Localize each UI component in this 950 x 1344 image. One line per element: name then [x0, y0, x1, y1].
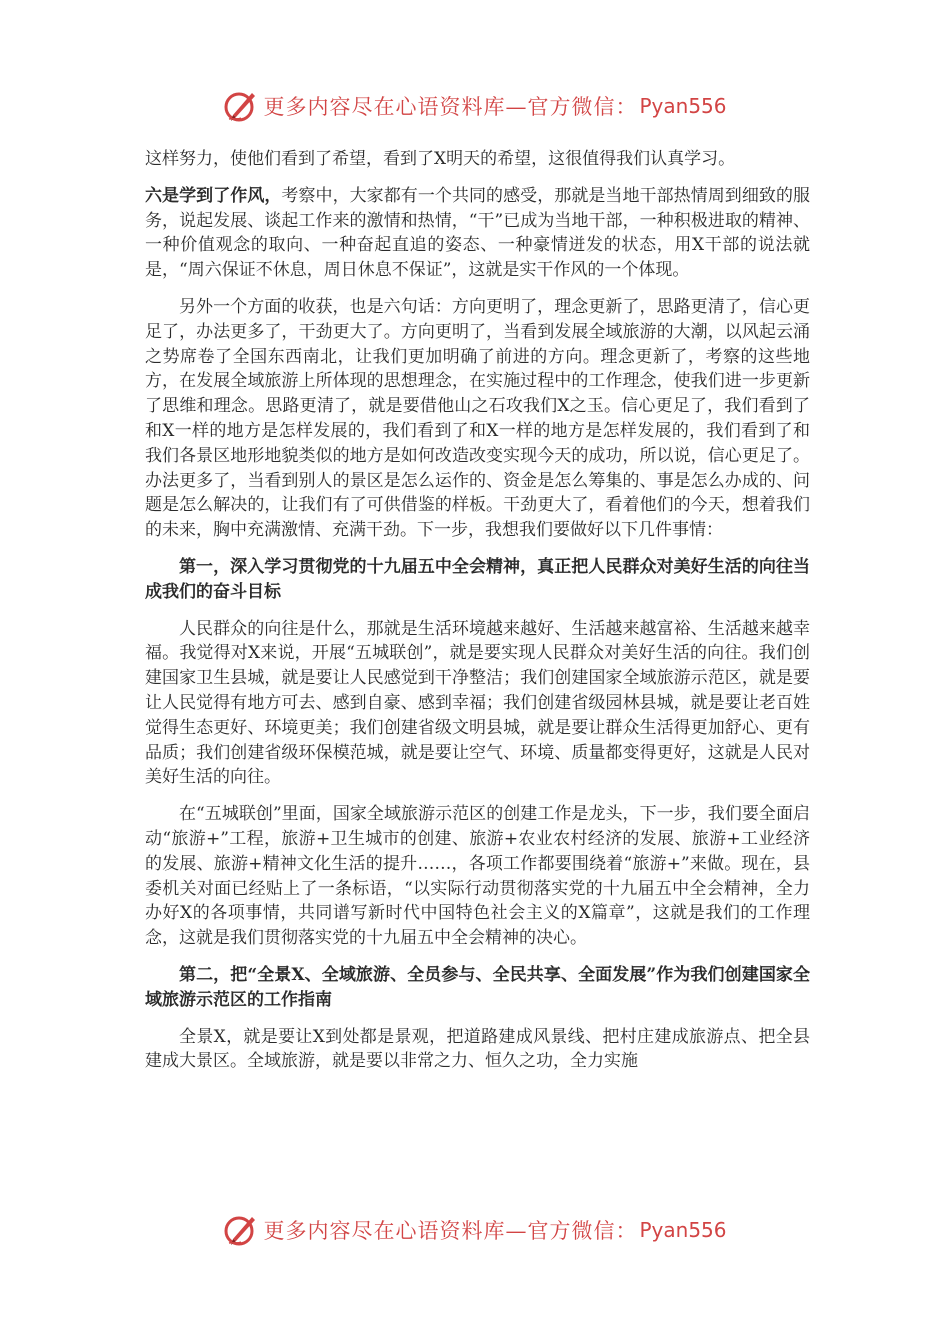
section-heading-1: 第一，深入学习贯彻党的十九届五中全会精神，真正把人民群众对美好生活的向往当成我们的奋斗目标	[145, 556, 810, 602]
paragraph-1: 这样努力，使他们看到了希望，看到了X明天的希望，这很值得我们认真学习。	[145, 149, 736, 169]
quill-logo-icon	[223, 1212, 259, 1248]
paragraph-3: 另外一个方面的收获，也是六句话：方向更明了，理念更新了，思路更清了，信心更足了，办法更多了，干劲更大了。方向更明了，当看到发展全域旅游的大潮，以风起云涌之势席卷了全国东西南北，让我们更加明确了前进的方向。理念更新了，考察的这些地方，在发展全域旅游上所体现的思想理念，在实施过程中的工作理念，使我们进一步更新了思维和理念。思路更清了，就是要借他山之石攻我们X之玉。信心更足了，我们看到了和X一样的地方是怎样发展的，我们看到了和X一样的地方是怎样发展的，我们看到了和我们各景区地形地貌类似的地方是如何改造改变实现今天的成功，所以说，信心更足了。办法更多了，当看到别人的景区是怎么运作的、资金是怎么筹集的、事是怎么办成的、问题是怎么解决的，让我们有了可供借鉴的样板。干劲更大了，看着他们的今天，想着我们的未来，胸中充满激情、充满干劲。下一步，我想我们要做好以下几件事情：	[145, 296, 810, 541]
banner-brand-text: 更多内容尽在心语资料库—官方微信：	[263, 95, 638, 119]
document-body	[145, 147, 810, 1086]
footer-banner	[0, 1210, 950, 1250]
paragraph-4: 人民群众的向往是什么，那就是生活环境越来越好、生活越来越富裕、生活越来越幸福。我觉得对X来说，开展“五城联创”，就是要实现人民群众对美好生活的向往。我们创建国家卫生县城，就是要让人民感觉到干净整洁；我们创建国家全域旅游示范区，就是要让人民觉得有地方可去、感到自豪、感到幸福；我们创建省级园林县城，就是要让老百姓觉得生态更好、环境更美；我们创建省级文明县城，就是要让群众生活得更加舒心、更有品质；我们创建省级环保模范城，就是要让空气、环境、质量都变得更好，这就是人民对美好生活的向往。	[145, 618, 810, 788]
paragraph-2	[145, 184, 810, 283]
quill-logo-icon	[223, 88, 259, 124]
banner-brand-text: 更多内容尽在心语资料库—官方微信：	[263, 1219, 638, 1243]
banner-wechat-id: Pyan556	[639, 94, 727, 118]
paragraph-2-text: 考察中，大家都有一个共同的感受，那就是当地干部热情周到细致的服务，说起发展、谈起工作来的激情和热情，“干”已成为当地干部，一种积极进取的精神、一种价值观念的取向、一种奋起直追的姿态、一种豪情迸发的状态，用X干部的说法就是，“周六保证不休息，周日休息不保证”，这就是实干作风的一个体现。	[145, 185, 810, 281]
banner-wechat-id: Pyan556	[639, 1218, 727, 1242]
paragraph-5: 在“五城联创”里面，国家全域旅游示范区的创建工作是龙头，下一步，我们要全面启动“旅游+”工程，旅游+卫生城市的创建、旅游+农业农村经济的发展、旅游+工业经济的发展、旅游+精神文化生活的提升……，各项工作都要围绕着“旅游+”来做。现在，县委机关对面已经贴上了一条标语，“以实际行动贯彻落实党的十九届五中全会精神，全力办好X的各项事情，共同谱写新时代中国特色社会主义的X篇章”，这就是我们的工作理念，这就是我们贯彻落实党的十九届五中全会精神的决心。	[145, 804, 810, 949]
paragraph-6: 全景X，就是要让X到处都是景观，把道路建成风景线、把村庄建成旅游点、把全县建成大景区。全域旅游，就是要以非常之力、恒久之功，全力实施	[145, 1026, 810, 1072]
header-banner	[0, 86, 950, 126]
section-heading-2: 第二，把“全景X、全域旅游、全员参与、全民共享、全面发展”作为我们创建国家全域旅游示范区的工作指南	[145, 964, 810, 1010]
paragraph-2-lead: 六是学到了作风，	[145, 185, 282, 206]
